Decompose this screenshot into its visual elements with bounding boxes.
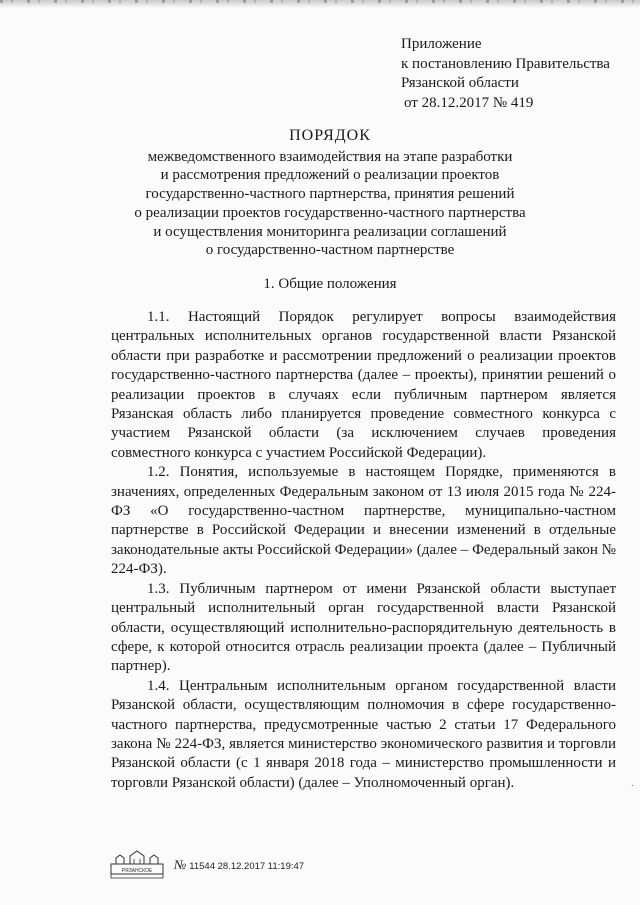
document-title-block [95,127,565,260]
paragraph-1-3: 1.3. Публичным партнером от имени Рязанской области выступает центральный исполнительный орган государственной власти Рязанской области, осуществляющий исполнительно-распорядительную деятельность в сфере, к которой относится отрасль реализации проекта (далее – Публичный партнер). [111,580,616,675]
appendix-block [401,35,610,113]
paragraph-1-2: 1.2. Понятия, используемые в настоящем Порядке, применяются в значениях, определенных Федеральным законом от 13 июля 2015 года № 224-ФЗ «О государственно-частном партнерстве, муниципально-частном партнерстве в Российской Федерации и внесении изменений в отдельные законодательные акты Российской Федерации» (далее – Федеральный закон № 224-ФЗ). [111,464,616,578]
paragraph-1-1: 1.1. Настоящий Порядок регулирует вопросы взаимодействия центральных исполнительных органов государственной власти Рязанской области при разработке и рассмотрении предложений о реализации проектов государственно-частного партнерства (далее – проекты), принятии решений о реализации проектов в случаях если публичным партнером является Рязанская область либо планируется проведение совместного конкурса с участием Рязанской области (за исключением случаев проведения совместного конкурса с участием Российской Федерации). [111,309,616,461]
document-title: ПОРЯДОК [289,127,371,144]
registration-number-sign: № [174,857,187,872]
registry-stamp-icon [110,850,164,880]
title-line: межведомственного взаимодействия на этапе разработки [147,148,513,165]
registration-footer [110,850,304,880]
title-line: и осуществления мониторинга реализации соглашений [153,223,507,240]
title-line: о реализации проектов государственно-частного партнерства [134,204,526,221]
appendix-region: Рязанской области [401,75,519,91]
title-line: и рассмотрения предложений о реализации проектов [160,167,500,184]
appendix-reference: к постановлению Правительства [401,55,610,72]
section-heading: 1. Общие положения [263,276,397,292]
appendix-date: от 28.12.2017 № 419 [404,94,534,111]
appendix-label: Приложение [401,36,482,52]
title-line: о государственно-частном партнерстве [205,242,455,259]
document-body [111,308,616,793]
registration-number: 11544 28.12.2017 11:19:47 [189,861,305,872]
paragraph-1-4: 1.4. Центральным исполнительным органом государственной власти Рязанской области, осуществляющим полномочия в сфере государственно-частного партнерства, предусмотренные частью 2 статьи 17 Федерального закона № 224-ФЗ, является министерство экономического развития и торговли Рязанской области (с 1 января 2018 года – министерство промышленности и торговли Рязанской области) (далее – Уполномоченный орган). [111,677,616,791]
title-line: государственно-частного партнерства, принятия решений [145,186,515,203]
stamp-text: РЯЗАНСКОЕ [121,868,153,874]
registration-info [174,857,304,873]
scan-edge [0,0,640,8]
scan-artifact: ˙ [631,784,635,796]
